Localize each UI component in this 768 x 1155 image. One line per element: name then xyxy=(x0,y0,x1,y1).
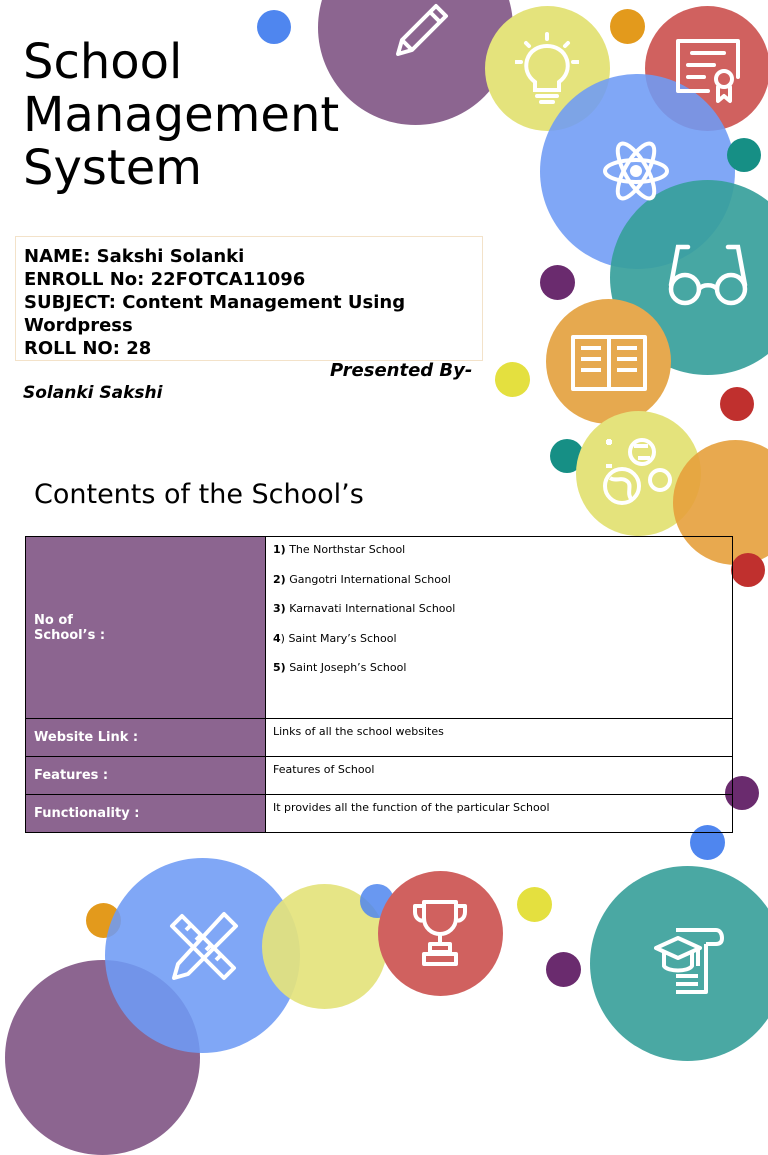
website-link-label: Website Link : xyxy=(26,719,266,757)
title-line: System xyxy=(23,140,202,196)
school-number: 4 xyxy=(273,631,281,645)
trophy-icon xyxy=(412,898,468,968)
presented-by-label: Presented By- xyxy=(330,360,473,381)
schools-list-cell xyxy=(266,537,733,719)
school-list xyxy=(273,543,725,691)
school-number: 2) xyxy=(273,572,286,586)
table-row xyxy=(26,719,733,757)
functionality-label: Functionality : xyxy=(26,795,266,833)
ruler-pencil-icon xyxy=(166,910,240,984)
table-row xyxy=(26,537,733,719)
page-title xyxy=(23,36,423,195)
certificate-icon xyxy=(674,37,742,105)
deco-circle-yellow-small xyxy=(495,362,530,397)
deco-circle-dark-purple-bottom xyxy=(546,952,581,987)
list-item xyxy=(273,543,725,573)
school-name: Saint Joseph’s School xyxy=(289,661,407,674)
diploma-icon xyxy=(654,926,724,998)
functionality-value: It provides all the function of the particular School xyxy=(266,795,733,833)
website-link-value: Links of all the school websites xyxy=(266,719,733,757)
school-name: Karnavati International School xyxy=(289,602,456,615)
student-info-box xyxy=(15,236,483,361)
list-item xyxy=(273,573,725,603)
schools-label-cell xyxy=(26,537,266,719)
student-name: NAME: Sakshi Solanki xyxy=(24,246,245,267)
deco-circle-red-small xyxy=(720,387,754,421)
title-line: School xyxy=(23,34,183,90)
contents-heading: Contents of the School’s xyxy=(34,479,364,510)
lightbulb-icon xyxy=(515,32,579,108)
atom-icon xyxy=(603,136,669,206)
deco-circle-dark-purple-small xyxy=(540,265,575,300)
subject: SUBJECT: Content Management Using Wordpress xyxy=(24,292,406,336)
enroll-number: ENROLL No: 22FOTCA11096 xyxy=(24,269,306,290)
school-name: ) Saint Mary’s School xyxy=(280,631,397,645)
school-number: 1) xyxy=(273,543,286,556)
deco-circle-yellow-bottom-small xyxy=(517,887,552,922)
school-name: The Northstar School xyxy=(289,543,406,556)
list-item xyxy=(273,602,725,632)
school-number: 3) xyxy=(273,602,286,615)
deco-circle-teal-small xyxy=(727,138,761,172)
school-number: 5) xyxy=(273,661,286,674)
deco-circle-red-small-2 xyxy=(731,553,765,587)
contents-table xyxy=(25,536,733,833)
list-item xyxy=(273,661,725,691)
list-item xyxy=(273,632,725,662)
table-row xyxy=(26,757,733,795)
glasses-icon xyxy=(668,243,748,307)
features-value: Features of School xyxy=(266,757,733,795)
deco-circle-orange-small xyxy=(610,9,645,44)
schools-label: No of School’s : xyxy=(34,612,106,643)
table-row xyxy=(26,795,733,833)
features-label: Features : xyxy=(26,757,266,795)
globe-planets-icon xyxy=(602,436,674,508)
presenter-name: Solanki Sakshi xyxy=(23,383,163,403)
title-line: Management xyxy=(23,87,340,143)
book-icon xyxy=(569,333,649,393)
school-name: Gangotri International School xyxy=(289,572,451,586)
roll-number: ROLL NO: 28 xyxy=(24,338,152,359)
